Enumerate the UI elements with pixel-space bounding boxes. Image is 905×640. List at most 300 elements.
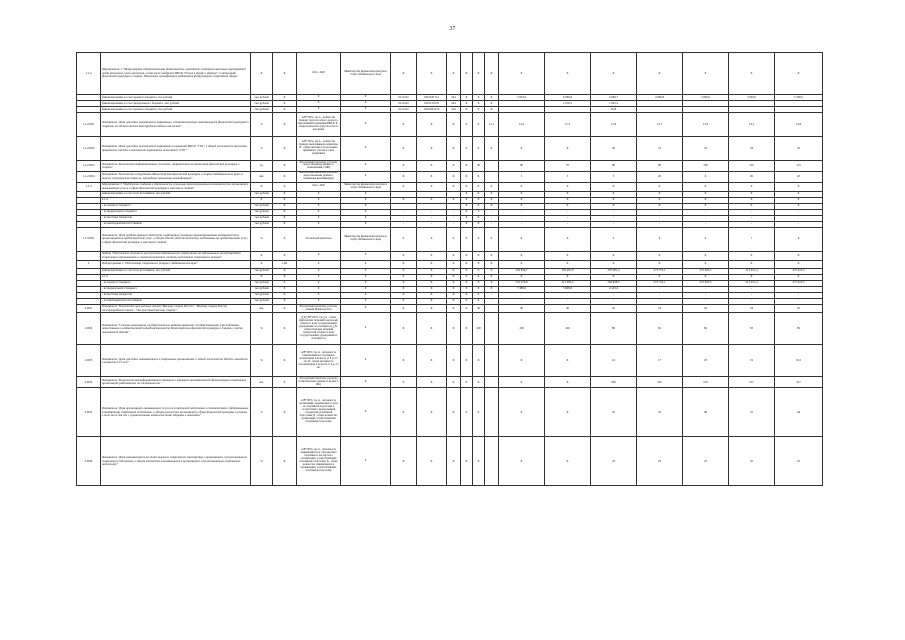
cell-c6: X	[485, 280, 499, 286]
cell-c1: X	[391, 171, 417, 182]
cell-base: X	[273, 268, 297, 274]
cell-v4: 20	[637, 171, 683, 182]
cell-c1: X	[391, 274, 417, 280]
cell-v6: X	[729, 191, 775, 197]
cell-unit: тыс.рублей	[251, 203, 273, 209]
cell-c3: X	[447, 292, 461, 298]
cell-num: 1.1.2.П04	[77, 171, 101, 182]
cell-v6: 25	[729, 437, 775, 486]
cell-period: X	[297, 280, 341, 286]
cell-period: (∑А/∑В)*100%, где ∑А - сумма фактических значений показателей объема по всем государственным учреждениям за отчетный год, ∑В - сумма плановых значений показателей объема по всем государственным учреждениям за отчетный год	[297, 313, 341, 345]
cell-c2: X	[417, 388, 447, 437]
cell-c2: X	[417, 182, 447, 191]
cell-c5: X	[473, 137, 485, 161]
cell-c3: X	[447, 437, 461, 486]
cell-v1: -	[499, 292, 545, 298]
cell-desc: Мероприятие 1 "Физкультурно-оздоровительная деятельность, проведение спортивно-массовых мероприятий среди различных слоев населения, в том числе внедрение ВФСК "Готов к труду и обороне" и пропаганда физической культуры и спорта. Повышение квалификации работников физкультурно-спортивной сферы"	[101, 53, 251, 95]
cell-c4: X	[461, 191, 473, 197]
cell-v4: 12,7	[637, 113, 683, 137]
cell-c2: -	[417, 209, 447, 215]
cell-c5: X	[473, 215, 485, 221]
cell-c2: X	[417, 345, 447, 377]
cell-v1: 5	[499, 171, 545, 182]
cell-v7: 517	[775, 377, 823, 388]
cell-v2: 70	[545, 161, 591, 172]
cell-desc: финансирование за счет краевого бюджета, тыс.рублей	[101, 95, 251, 101]
cell-c1: 0111102	[391, 95, 417, 101]
cell-c5: X	[473, 268, 485, 274]
cell-exec: X	[341, 107, 391, 113]
cell-v7: X	[775, 203, 823, 209]
cell-v6: 41	[729, 388, 775, 437]
cell-v5: 275 005,5	[683, 280, 729, 286]
cell-v2: 30	[545, 304, 591, 313]
cell-c4: X	[461, 215, 473, 221]
cell-c4: X	[461, 345, 473, 377]
cell-exec: X	[341, 251, 391, 260]
cell-exec: X	[341, 101, 391, 107]
cell-base: X	[273, 286, 297, 292]
cell-v4: -	[637, 298, 683, 304]
cell-c2: X	[417, 313, 447, 345]
cell-v1: 259 856,7	[499, 268, 545, 274]
cell-v5: 25	[683, 437, 729, 486]
cell-v2: 100	[545, 313, 591, 345]
cell-v3: 16	[591, 345, 637, 377]
cell-v7: -	[775, 209, 823, 215]
cell-c3: X	[447, 171, 461, 182]
cell-unit: X	[251, 251, 273, 260]
cell-v2: X	[545, 137, 591, 161]
cell-c2: X	[417, 437, 447, 486]
cell-exec: X	[341, 197, 391, 203]
cell-period: А/В*100%, где А - численность занимающихся на этапе высшего спортивного мастерства в организациях, осуществляющих спортивную подготовку, В - общее количество занимающихся в организациях, осуществляющих спортивную подготовку	[297, 437, 341, 486]
cell-desc: - из местных бюджетов	[101, 292, 251, 298]
cell-v6: 34	[729, 137, 775, 161]
cell-v2: X	[545, 388, 591, 437]
cell-period: X	[297, 251, 341, 260]
table-row	[77, 345, 823, 377]
cell-period: Абсолютный показатель (согласно статистическим данным по форме 5-ФК)	[298, 376, 339, 386]
cell-desc: Задача "Обеспечение успешного выступления забайкальских спортсменов на официальных международных спортивных соревнованиях и совершенствование системы подготовки спортивного резерва"	[101, 251, 251, 260]
cell-exec: X	[341, 345, 391, 377]
cell-c5: X	[473, 227, 485, 251]
cell-c3: X	[447, 286, 461, 292]
cell-c6: X	[485, 191, 499, 197]
cell-c5: X	[473, 377, 485, 388]
cell-c4: X	[461, 161, 473, 172]
cell-c2: X	[417, 260, 447, 268]
cell-c6: X	[485, 95, 499, 101]
cell-v7: 44	[775, 388, 823, 437]
cell-period: X	[297, 260, 341, 268]
cell-desc: - из краевого бюджета	[101, 203, 251, 209]
cell-c3: X	[447, 304, 461, 313]
cell-v7: X	[775, 53, 823, 95]
cell-desc: финансирование за счет федерального бюджета, тыс.рублей	[101, 101, 251, 107]
cell-v7: X	[775, 274, 823, 280]
table-row	[77, 260, 823, 268]
cell-c3: X	[447, 53, 461, 95]
cell-desc: Показатель "Степень выполнения государственного задания краевыми государственными учреждениями, отнесенными к ведомственной подведомственности Министерства физической культуры и спорта, в части показателей объема"	[101, 313, 251, 345]
cell-v3: X	[591, 274, 637, 280]
cell-c4: X	[461, 95, 473, 101]
cell-v6: 213 451,4	[729, 268, 775, 274]
cell-v5: X	[683, 197, 729, 203]
cell-period: X	[297, 292, 341, 298]
cell-c3: X	[447, 280, 461, 286]
cell-c6: X	[485, 260, 499, 268]
cell-v7: -	[775, 292, 823, 298]
cell-v5: 82	[683, 313, 729, 345]
cell-v7: 19,5	[775, 345, 823, 377]
cell-v7: 115	[775, 161, 823, 172]
cell-c6	[485, 345, 499, 377]
cell-v6: -	[729, 221, 775, 227]
cell-v3: 25	[591, 388, 637, 437]
cell-exec: X	[341, 260, 391, 268]
cell-base: X	[273, 304, 297, 313]
cell-c3: X	[447, 377, 461, 388]
cell-c4: X	[461, 182, 473, 191]
cell-c1: X	[391, 137, 417, 161]
cell-c1: 0111102	[391, 107, 417, 113]
cell-c2: X	[417, 377, 447, 388]
cell-v6: X	[729, 197, 775, 203]
cell-v5: 18	[683, 345, 729, 377]
cell-c4: X	[461, 280, 473, 286]
cell-c5: X	[473, 171, 485, 182]
cell-c1: X	[391, 53, 417, 95]
cell-c6: X	[485, 268, 499, 274]
cell-v3: 4 066,7	[591, 95, 637, 101]
cell-v3: 5	[591, 227, 637, 251]
cell-v6: -	[729, 292, 775, 298]
cell-v1: 252 370,8	[499, 280, 545, 286]
cell-period: X	[297, 286, 341, 292]
cell-c6: X	[485, 137, 499, 161]
cell-c6	[485, 377, 499, 388]
cell-period: X	[297, 203, 341, 209]
cell-v3: -	[591, 292, 637, 298]
cell-v3: 30	[591, 137, 637, 161]
cell-c5: X	[473, 388, 485, 437]
cell-c2: X	[417, 304, 447, 313]
document-table-wrapper	[76, 52, 822, 486]
cell-c6: X	[485, 286, 499, 292]
cell-v1: 5 934,0	[499, 95, 545, 101]
cell-c2: 18101R5270	[417, 107, 447, 113]
cell-c1: X	[391, 161, 417, 172]
cell-c2: X	[417, 161, 447, 172]
cell-exec: X	[341, 221, 391, 227]
cell-v7: -	[775, 286, 823, 292]
cell-c4: X	[461, 203, 473, 209]
cell-c5: X	[473, 101, 485, 107]
cell-num: 2.П03	[77, 345, 101, 377]
table-row	[77, 251, 823, 260]
cell-c5: X	[473, 298, 485, 304]
cell-exec: X	[341, 209, 391, 215]
cell-c5: X	[473, 286, 485, 292]
cell-c3: X	[447, 268, 461, 274]
cell-num: 1.1.3.П01	[77, 227, 101, 251]
cell-c4: X	[461, 197, 473, 203]
cell-v1: X	[499, 251, 545, 260]
cell-v2: 5	[545, 171, 591, 182]
cell-v1: 30	[499, 304, 545, 313]
cell-v2: X	[545, 260, 591, 268]
cell-c5: X	[473, 251, 485, 260]
cell-v2: X	[545, 191, 591, 197]
cell-c6: 11,1	[485, 113, 499, 137]
cell-c1: X	[391, 298, 417, 304]
cell-unit: X	[251, 274, 273, 280]
cell-v2: 6 066,8	[545, 95, 591, 101]
cell-base: X	[273, 274, 297, 280]
cell-v3: -	[591, 298, 637, 304]
cell-exec: X	[341, 304, 391, 313]
cell-v4: -	[637, 221, 683, 227]
cell-v6: X	[729, 274, 775, 280]
cell-c4: X	[461, 107, 473, 113]
cell-period: А/В*100%, где А - количество граждан, выполнивших нормативы, В - общая численность населения, принявшего участие в сдаче нормативов	[297, 137, 341, 161]
cell-base: X	[273, 203, 297, 209]
cell-v7: 8	[775, 227, 823, 251]
cell-c5: X	[473, 53, 485, 95]
cell-v1: X	[499, 53, 545, 95]
cell-num: 1.1.2.П01	[77, 113, 101, 137]
cell-v5: 510	[683, 377, 729, 388]
cell-v6: X	[729, 182, 775, 191]
cell-v1: X	[499, 197, 545, 203]
cell-exec: X	[341, 171, 391, 182]
cell-v2: -	[545, 298, 591, 304]
cell-v4: -	[637, 209, 683, 215]
cell-num: 2.П02	[77, 313, 101, 345]
cell-c1: X	[391, 251, 417, 260]
cell-v2: X	[545, 345, 591, 377]
cell-c3: X	[447, 251, 461, 260]
cell-v6: 515	[729, 377, 775, 388]
cell-unit: тыс.рублей	[251, 292, 273, 298]
cell-v1: X	[499, 182, 545, 191]
cell-c5: X	[473, 221, 485, 227]
cell-desc: Показатель "Количество квалифицированных тренеров и тренеров-преподавателей физкультурно-спортивных организаций, работающих по специальности"	[101, 377, 251, 388]
cell-base: X	[273, 437, 297, 486]
cell-v5: X	[683, 203, 729, 209]
cell-v2: 329 281,8	[545, 268, 591, 274]
cell-c3: X	[447, 161, 461, 172]
cell-c3: X	[447, 313, 461, 345]
cell-exec: X	[341, 95, 391, 101]
cell-unit: %	[251, 227, 273, 251]
cell-c1: X	[391, 292, 417, 298]
cell-v7: 275 613,5	[775, 280, 823, 286]
cell-unit: чел.	[251, 304, 273, 313]
cell-v1: X	[499, 191, 545, 197]
cell-c2: X	[417, 137, 447, 161]
cell-exec: X	[341, 268, 391, 274]
cell-num: 1.1.2.П03	[77, 161, 101, 172]
cell-desc: финансирование за счет всех источников, тыс.рублей	[101, 191, 251, 197]
cell-v4: X	[637, 260, 683, 268]
cell-v2: 11,3	[545, 113, 591, 137]
cell-desc: в т.ч.	[101, 274, 251, 280]
cell-v3: -	[591, 215, 637, 221]
cell-v1: X	[499, 203, 545, 209]
cell-unit: тыс.рублей	[251, 221, 273, 227]
cell-period: абсолютный показатель	[297, 227, 341, 251]
cell-c1: X	[391, 313, 417, 345]
cell-v3: X	[591, 251, 637, 260]
cell-v6: 110	[729, 161, 775, 172]
cell-c5: 30	[473, 304, 485, 313]
cell-c4: X	[461, 260, 473, 268]
cell-c1: X	[391, 280, 417, 286]
cell-base: X	[273, 227, 297, 251]
cell-v7: -	[775, 221, 823, 227]
cell-unit: чел.	[251, 171, 273, 182]
cell-unit: тыс.рублей	[251, 268, 273, 274]
cell-c6: X	[485, 197, 499, 203]
cell-exec: X	[341, 137, 391, 161]
cell-c4: X	[461, 388, 473, 437]
cell-base: X	[273, 171, 297, 182]
cell-c3: -	[447, 209, 461, 215]
cell-v7: -	[775, 298, 823, 304]
page-number: 37	[449, 26, 456, 32]
cell-c2: X	[417, 53, 447, 95]
cell-c3: -	[447, 221, 461, 227]
cell-num: 1.1.2	[77, 53, 101, 95]
cell-c5: X	[473, 345, 485, 377]
cell-period: А/В*100%, где А - численность организаций, оказывающих услуги по спортивной подготовке в соответствии с федеральными стандартами спортивной подготовки, В - общее количество организаций, осуществляющих спортивную подготовку	[297, 388, 341, 437]
cell-v5: X	[683, 191, 729, 197]
cell-v4: 23	[637, 437, 683, 486]
cell-c2: X	[417, 268, 447, 274]
cell-unit: %	[251, 345, 273, 377]
cell-v7: X	[775, 182, 823, 191]
cell-v4: X	[637, 182, 683, 191]
cell-desc: Показатель "Доля граждан, выполнивших нормативы, соответствующие занимающихся физической культурой и спортом, от общего количества трудоспособного населения"	[101, 113, 251, 137]
cell-v2: -	[545, 292, 591, 298]
cell-unit: X	[251, 260, 273, 268]
cell-c1: X	[391, 377, 417, 388]
table-row	[77, 171, 823, 182]
cell-v6: X	[729, 260, 775, 268]
cell-c6	[485, 313, 499, 345]
cell-c4: X	[461, 227, 473, 251]
cell-unit: %	[251, 137, 273, 161]
cell-v2: X	[545, 53, 591, 95]
cell-v5: X	[683, 260, 729, 268]
table-row	[77, 437, 823, 486]
cell-v4: 90	[637, 161, 683, 172]
cell-v7: -	[775, 215, 823, 221]
cell-exec: X	[341, 161, 391, 172]
cell-desc: в т.ч.	[101, 197, 251, 203]
cell-unit: %	[251, 313, 273, 345]
cell-desc: Показатель "Доля средств краевого бюджета, выделяемых социально ориентированным некоммерческим организациям на предоставление услуг, в общем объеме средств бюджета, выделяемых на предоставление услуг в сфере физической культуры и массового спорта"	[101, 227, 251, 251]
cell-c6: -	[485, 215, 499, 221]
cell-v2: 313 483,2	[545, 280, 591, 286]
cell-period: Абсолютный показатель (согласно данным Министерства)	[297, 304, 341, 313]
cell-c6	[485, 388, 499, 437]
cell-base: X	[273, 298, 297, 304]
cell-exec: X	[341, 191, 391, 197]
cell-num: 2.П06	[77, 437, 101, 486]
cell-v5: 100	[683, 161, 729, 172]
cell-unit: тыс.рублей	[251, 101, 273, 107]
cell-v7: 35	[775, 137, 823, 161]
cell-v5: 5 000,0	[683, 95, 729, 101]
cell-v4: -	[637, 286, 683, 292]
cell-period: X	[297, 107, 341, 113]
cell-c1: X	[391, 268, 417, 274]
cell-base: X	[273, 209, 297, 215]
cell-period: X	[297, 197, 341, 203]
cell-c5: X	[473, 437, 485, 486]
cell-c1: X	[391, 286, 417, 292]
cell-unit: %	[251, 388, 273, 437]
cell-v2: 5 698,6	[545, 286, 591, 292]
cell-period: Абсолютный показатель (согласно представленным данным от телекомпаний, СМИ)	[297, 161, 341, 172]
cell-base: X	[273, 280, 297, 286]
cell-desc: Показатель "Доля граждан, выполнивших нормативы испытаний ВФСК "ГТО", в общей численности населения, принявшего участие в выполнении нормативов испытаний "ГТО""	[101, 137, 251, 161]
cell-v4: -	[637, 292, 683, 298]
cell-c5: X	[473, 292, 485, 298]
cell-unit: тыс.рублей	[251, 286, 273, 292]
cell-period: 2014 - 2020	[297, 182, 341, 191]
cell-base: X	[273, 107, 297, 113]
cell-v1: -	[499, 209, 545, 215]
cell-c6: X	[485, 227, 499, 251]
cell-v1: -	[499, 221, 545, 227]
cell-v7: 14,9	[775, 113, 823, 137]
cell-v5: -	[683, 286, 729, 292]
cell-v4: 81	[637, 313, 683, 345]
cell-c4: X	[461, 274, 473, 280]
cell-v4: X	[637, 203, 683, 209]
cell-v6: X	[729, 203, 775, 209]
cell-exec: X	[341, 286, 391, 292]
table-row	[77, 227, 823, 251]
cell-c2: 1810155270	[417, 101, 447, 107]
cell-v4: X	[637, 251, 683, 260]
cell-desc: Показатель "Количество сотрудников Министерства физической культуры и спорта Забайкальского края, а также специалистов отрасли, прошедших повышение квалификации"	[101, 171, 251, 182]
cell-desc: Показатель "Количество информационных сюжетов, направленных на пропаганду физической культуры и спорта"	[101, 161, 251, 172]
cell-v6: X	[729, 53, 775, 95]
cell-v4: X	[637, 197, 683, 203]
cell-c2: X	[417, 274, 447, 280]
cell-base: X	[273, 113, 297, 137]
cell-num	[77, 251, 101, 260]
cell-v1: X	[499, 388, 545, 437]
cell-v5: 6	[683, 171, 729, 182]
cell-v6: -	[729, 286, 775, 292]
cell-v5: 24	[683, 304, 729, 313]
cell-period: X	[297, 274, 341, 280]
cell-unit: X	[251, 53, 273, 95]
cell-v7: X	[775, 191, 823, 197]
cell-c3: X	[447, 274, 461, 280]
cell-v6: 24	[729, 304, 775, 313]
cell-c1: X	[391, 197, 417, 203]
cell-c2: X	[417, 251, 447, 260]
cell-c3: 244	[447, 95, 461, 101]
table-body	[77, 53, 823, 486]
